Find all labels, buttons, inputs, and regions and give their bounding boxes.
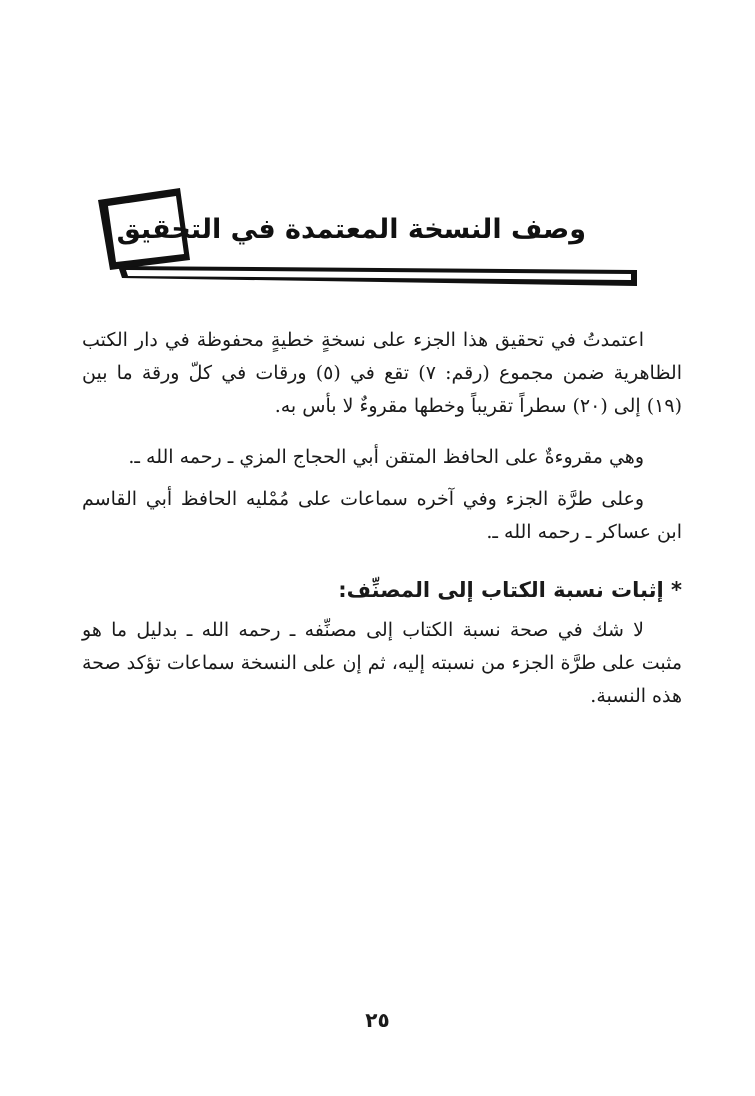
page-title: وصف النسخة المعتمدة في التحقيق xyxy=(116,214,586,245)
section-heading: * إثبات نسبة الكتاب إلى المصنِّف: xyxy=(338,578,682,602)
paragraph-reading: وهي مقروءةٌ على الحافظ المتقن أبي الحجاج المزي ـ رحمه الله ـ. xyxy=(128,446,644,468)
title-banner xyxy=(96,186,641,290)
paragraph-attribution: لا شك في صحة نسبة الكتاب إلى مصنِّفه ـ رحمه الله ـ بدليل ما هو مثبت على طرَّة الجزء من نسبته إليه، ثم إن على النسخة سماعات تؤكد صحة هذه النسبة. xyxy=(82,619,682,707)
page-number: ٢٥ xyxy=(365,1008,390,1032)
paragraph-auditions: وعلى طرَّة الجزء وفي آخره سماعات على مُمْليه الحافظ أبي القاسم ابن عساكر ـ رحمه الله ـ. xyxy=(82,488,682,543)
paragraph-manuscript: اعتمدتُ في تحقيق هذا الجزء على نسخةٍ خطيةٍ محفوظة في دار الكتب الظاهرية ضمن مجموع (رقم: ٧) تقع في (٥) ورقات في كلّ ورقة ما بين (١٩) إلى (٢٠) سطراً تقريباً وخطها مقروءٌ لا بأس به. xyxy=(82,329,682,417)
